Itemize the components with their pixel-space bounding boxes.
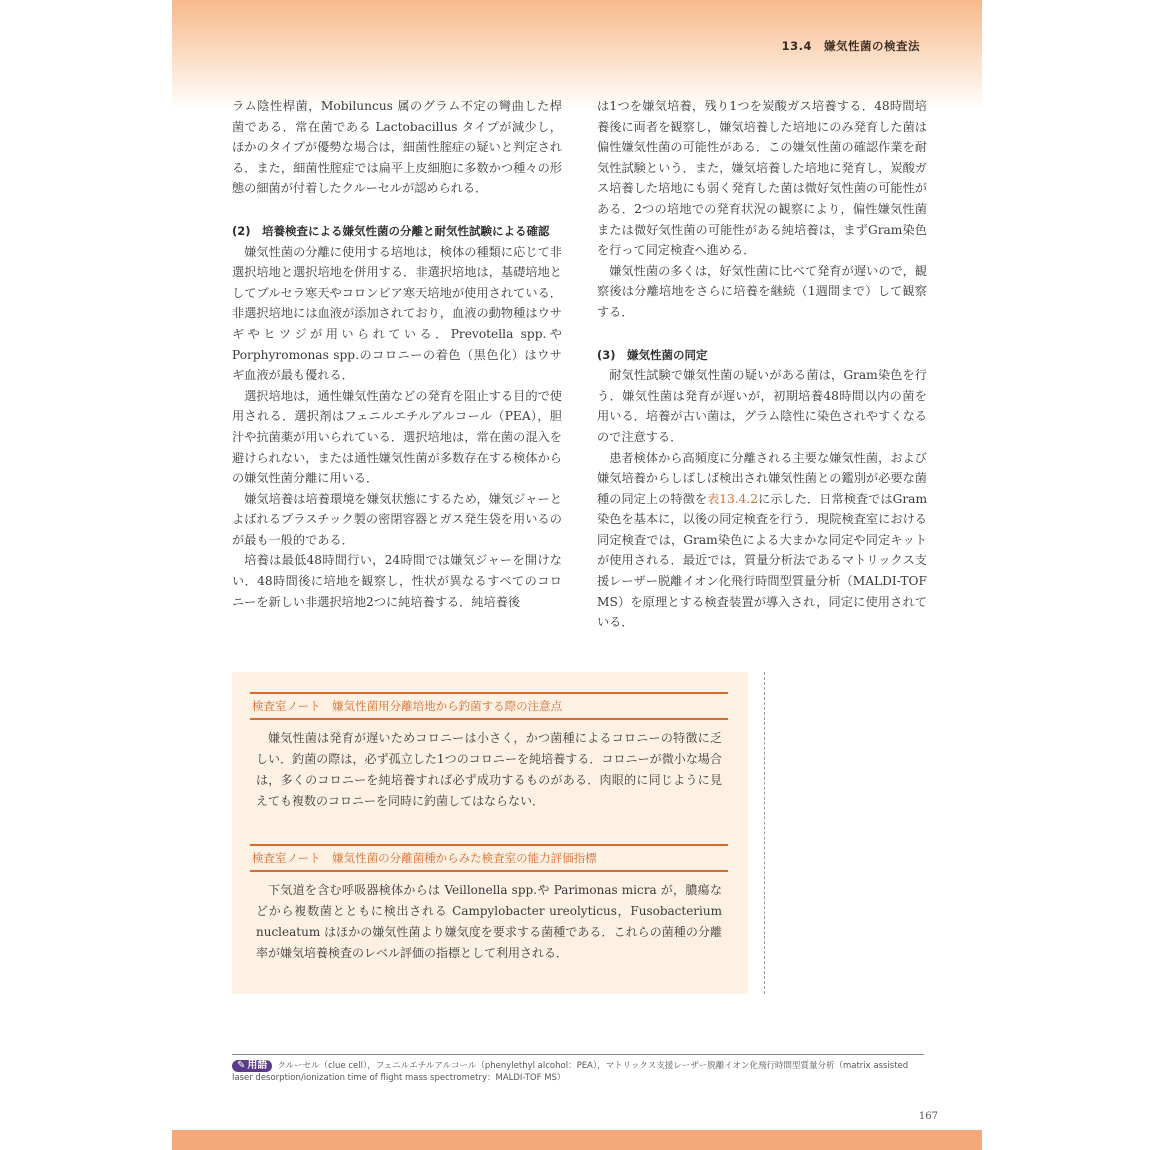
paragraph-text: 患者検体から高頻度に分離される主要な嫌気性菌，および嫌気培養からしばしば検出され嫌気性菌との鑑別が必要な菌種の同定上の特徴を	[597, 450, 927, 506]
lab-note	[250, 844, 728, 964]
lab-note-body: 嫌気性菌は発育が遅いためコロニーは小さく，かつ菌種によるコロニーの特徴に乏しい．釣菌の際は，必ず孤立した1つのコロニーを純培養する．コロニーが微小な場合は，多くのコロニーを純培養すれば必ず成功するものがある．肉眼的に同じように見えても複数のコロニーを同時に釣菌してはならない．	[256, 731, 722, 808]
section-label: 13.4 嫌気性菌の検査法	[781, 39, 920, 53]
paragraph	[597, 448, 927, 633]
header-band	[172, 0, 982, 110]
paragraph: 嫌気性菌の多くは，好気性菌に比べて発育が遅いので，観察後は分離培地をさらに培養を継続（1週間まで）して観察する．	[597, 263, 927, 319]
left-column	[232, 96, 562, 612]
right-column	[597, 96, 927, 633]
paragraph: 選択培地は，通性嫌気性菌などの発育を阻止する目的で使用される．選択剤はフェニルエチルアルコール（PEA），胆汁や抗菌薬が用いられている．選択培地は，常在菌の混入を避けられない，または通性嫌気性菌が多数存在する検体からの嫌気性菌分離に用いる．	[232, 388, 562, 486]
table-reference-link[interactable]: 表13.4.2	[707, 491, 759, 506]
paragraph: 嫌気性菌の分離に使用する培地は，検体の種類に応じて非選択培地と選択培地を併用する．非選択培地は，基礎培地としてブルセラ寒天やコロンビア寒天培地が使用されている．非選択培地には血液が添加されており，血液の動物種はウサギやヒツジが用いられている．Prevotella spp.や Porphyromonas spp.のコロニーの着色（黒色化）はウサギ血液が最も優れる．	[232, 244, 562, 383]
textbook-page	[172, 0, 982, 1150]
page-number: 167	[918, 1111, 938, 1122]
section-heading: (3) 嫌気性菌の同定	[597, 347, 708, 362]
paragraph: ラム陰性桿菌，Mobiluncus 属のグラム不定の彎曲した桿菌である．常在菌である Lactobacillus タイプが減少し，ほかのタイプが優勢な場合は，細菌性腟症の疑いと判定される．また，細菌性腟症では扁平上皮細胞に多数かつ種々の形態の細菌が付着したクルーセルが認められる．	[232, 99, 562, 196]
dashed-divider	[764, 672, 765, 994]
paragraph: 培養は最低48時間行い，24時間では嫌気ジャーを開けない．48時間後に培地を観察し，性状が異なるすべてのコロニーを新しい非選択培地2つに純培養する．純培養後	[232, 553, 562, 609]
footer-band	[172, 1130, 982, 1150]
lab-note-title: 検査室ノート 嫌気性菌の分離菌種からみた検査室の能力評価指標	[250, 844, 728, 872]
lab-notes-box	[232, 672, 748, 994]
paragraph: 嫌気培養は培養環境を嫌気状態にするため，嫌気ジャーとよばれるプラスチック製の密閉容器とガス発生袋を用いるのが最も一般的である．	[232, 491, 562, 547]
lab-note-title: 検査室ノート 嫌気性菌用分離培地から釣菌する際の注意点	[250, 692, 728, 720]
lab-note-body: 下気道を含む呼吸器検体からは Veillonella spp.や Parimonas micra が，膿瘍などから複数菌とともに検出される Campylobacter ureolyticus，Fusobacterium nucleatum はほかの嫌気性菌より嫌気度を要求する菌種である．これらの菌種の分離率が嫌気培養検査のレベル評価の指標として利用される．	[256, 883, 722, 960]
lab-note	[250, 692, 728, 812]
paragraph-text: に示した．日常検査ではGram染色を基本に，以後の同定検査を行う．現院検査室における同定検査では，Gram染色による大まかな同定や同定キットが使用される．最近では，質量分析法であるマトリックス支援レーザー脱離イオン化飛行時間型質量分析（MALDI-TOF MS）を原理とする検査装置が導入され，同定に使用されている．	[597, 491, 928, 630]
terminology-badge	[232, 1060, 272, 1072]
terminology-badge-label: 用語	[247, 1060, 268, 1071]
pen-icon: ✎	[237, 1060, 246, 1071]
paragraph: は1つを嫌気培養，残り1つを炭酸ガス培養する．48時間培養後に両者を観察し，嫌気培養した培地にのみ発育した菌は偏性嫌気性菌の可能性がある．この嫌気性菌の確認作業を耐気性試験という．また，嫌気培養した培地に発育し，炭酸ガス培養した培地にも弱く発育した菌は微好気性菌の可能性がある．2つの培地での発育状況の観察により，偏性嫌気性菌または微好気性菌の可能性がある純培養は，まずGram染色を行って同定検査へ進める．	[597, 99, 927, 258]
footnote-text: クルーセル（clue cell），フェニルエチルアルコール（phenylethyl alcohol：PEA），マトリックス支援レーザー脱離イオン化飛行時間型質量分析（matrix assisted laser desorption/ionization time of flight mass spectrometry：MALDI-TOF MS）	[232, 1061, 909, 1083]
paragraph: 耐気性試験で嫌気性菌の疑いがある菌は，Gram染色を行う．嫌気性菌は発育が遅いが，初期培養48時間以内の菌を用いる．培養が古い菌は，グラム陰性に染色されやすくなるので注意する．	[597, 368, 927, 444]
footnote-divider	[232, 1054, 924, 1055]
terminology-footnote	[232, 1060, 924, 1084]
section-heading: (2) 培養検査による嫌気性菌の分離と耐気性試験による確認	[232, 223, 550, 238]
